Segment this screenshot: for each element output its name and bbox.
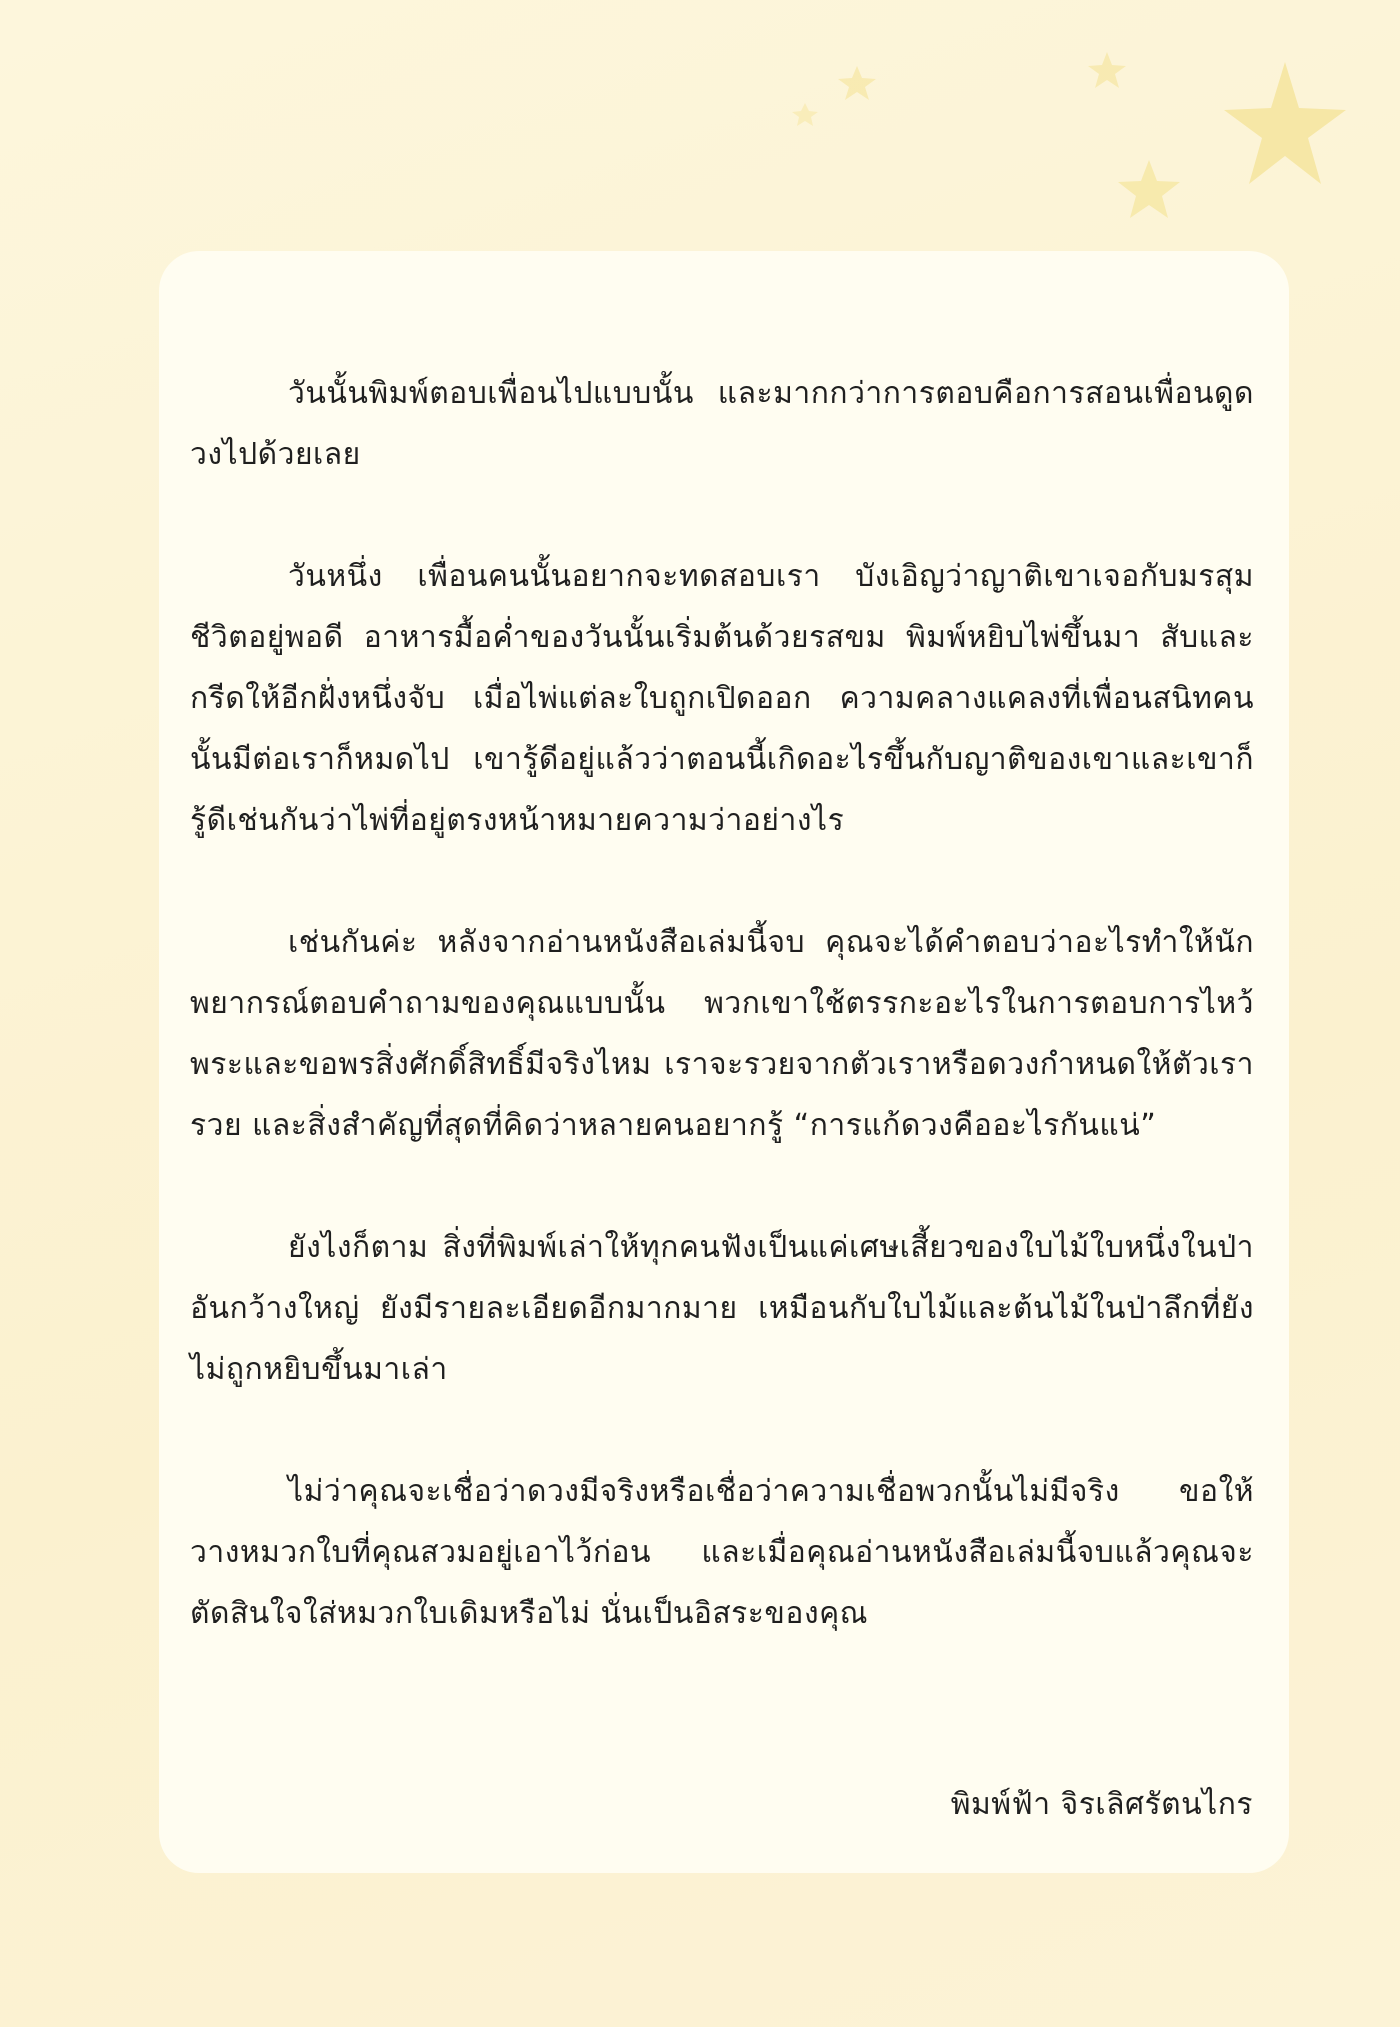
- body-text: [190, 363, 1254, 1705]
- author-signature: พิมพ์ฟ้า จิรเลิศรัตนไกร: [950, 1787, 1253, 1822]
- star-icon: [1088, 52, 1126, 88]
- paragraph: วันนั้นพิมพ์ตอบเพื่อนไปแบบนั้น และมากกว่าการตอบคือการสอนเพื่อนดูดวงไปด้วยเลย: [190, 376, 1254, 472]
- star-icon: [1118, 160, 1180, 218]
- paragraph: ยังไงก็ตาม สิ่งที่พิมพ์เล่าให้ทุกคนฟังเป็นแค่เศษเสี้ยวของใบไม้ใบหนึ่งในป่าอันกว้างใหญ่ ยังมีรายละเอียดอีกมากมาย เหมือนกับใบไม้และต้นไม้ในป่าลึกที่ยังไม่ถูกหยิบขึ้นมาเล่า: [190, 1230, 1254, 1387]
- paragraph: ไม่ว่าคุณจะเชื่อว่าดวงมีจริงหรือเชื่อว่าความเชื่อพวกนั้นไม่มีจริง ขอให้วางหมวกใบที่คุณสวมอยู่เอาไว้ก่อน และเมื่อคุณอ่านหนังสือเล่มนี้จบแล้วคุณจะตัดสินใจใส่หมวกใบเดิมหรือไม่ นั่นเป็นอิสระของคุณ: [190, 1474, 1254, 1631]
- paragraph: วันหนึ่ง เพื่อนคนนั้นอยากจะทดสอบเรา บังเอิญว่าญาติเขาเจอกับมรสุมชีวิตอยู่พอดี อาหารมื้อค่ำของวันนั้นเริ่มต้นด้วยรสขม พิมพ์หยิบไพ่ขึ้นมา สับและกรีดให้อีกฝั่งหนึ่งจับ เมื่อไพ่แต่ละใบถูกเปิดออก ความคลางแคลงที่เพื่อนสนิทคนนั้นมีต่อเราก็หมดไป เขารู้ดีอยู่แล้วว่าตอนนี้เกิดอะไรขึ้นกับญาติของเขาและเขาก็รู้ดีเช่นกันว่าไพ่ที่อยู่ตรงหน้าหมายความว่าอย่างไร: [190, 559, 1254, 838]
- star-icon: [838, 66, 876, 100]
- star-decoration: [0, 0, 1400, 260]
- paragraph: เช่นกันค่ะ หลังจากอ่านหนังสือเล่มนี้จบ คุณจะได้คำตอบว่าอะไรทำให้นักพยากรณ์ตอบคำถามของคุณแบบนั้น พวกเขาใช้ตรรกะอะไรในการตอบการไหว้พระและขอพรสิ่งศักดิ์สิทธิ์มีจริงไหม เราจะรวยจากตัวเราหรือดวงกำหนดให้ตัวเรารวย และสิ่งสำคัญที่สุดที่คิดว่าหลายคนอยากรู้ “การแก้ดวงคืออะไรกันแน่”: [190, 925, 1254, 1143]
- star-icon: [1224, 62, 1346, 184]
- star-icon: [792, 103, 818, 126]
